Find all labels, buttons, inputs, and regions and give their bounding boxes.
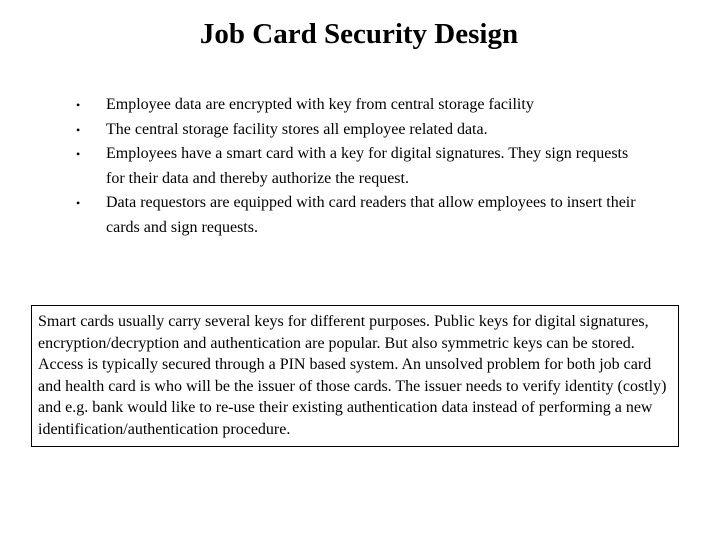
bullet-text: Employees have a smart card with a key for digital signatures. They sign requests for their data and thereby authorize the request.	[106, 145, 629, 187]
bullet-item	[76, 93, 636, 118]
bullet-text: Data requestors are equipped with card readers that allow employees to insert their cards and sign requests.	[106, 194, 636, 236]
bullet-marker: •	[76, 122, 81, 137]
bullet-marker: •	[76, 147, 81, 161]
bullet-marker: •	[76, 196, 81, 210]
bullet-marker: •	[76, 98, 81, 112]
bullet-list	[76, 93, 636, 240]
note-textbox: Smart cards usually carry several keys for different purposes. Public keys for digital signatures, encryption/decryption and authentication are popular. But also symmetric keys can be stored. Access is typically secured through a PIN based system. An unsolved problem for both job card and health card is who will be the issuer of those cards. The issuer needs to verify identity (costly) and e.g. bank would like to re-use their existing authentication data instead of performing a new identification/authentication procedure.	[31, 305, 679, 447]
bullet-item	[76, 142, 636, 191]
bullet-item	[76, 191, 636, 240]
bullet-text: The central storage facility stores all employee related data.	[106, 120, 488, 138]
bullet-item	[76, 118, 636, 143]
slide-title: Job Card Security Design	[199, 18, 519, 50]
bullet-text: Employee data are encrypted with key from central storage facility	[106, 96, 534, 113]
